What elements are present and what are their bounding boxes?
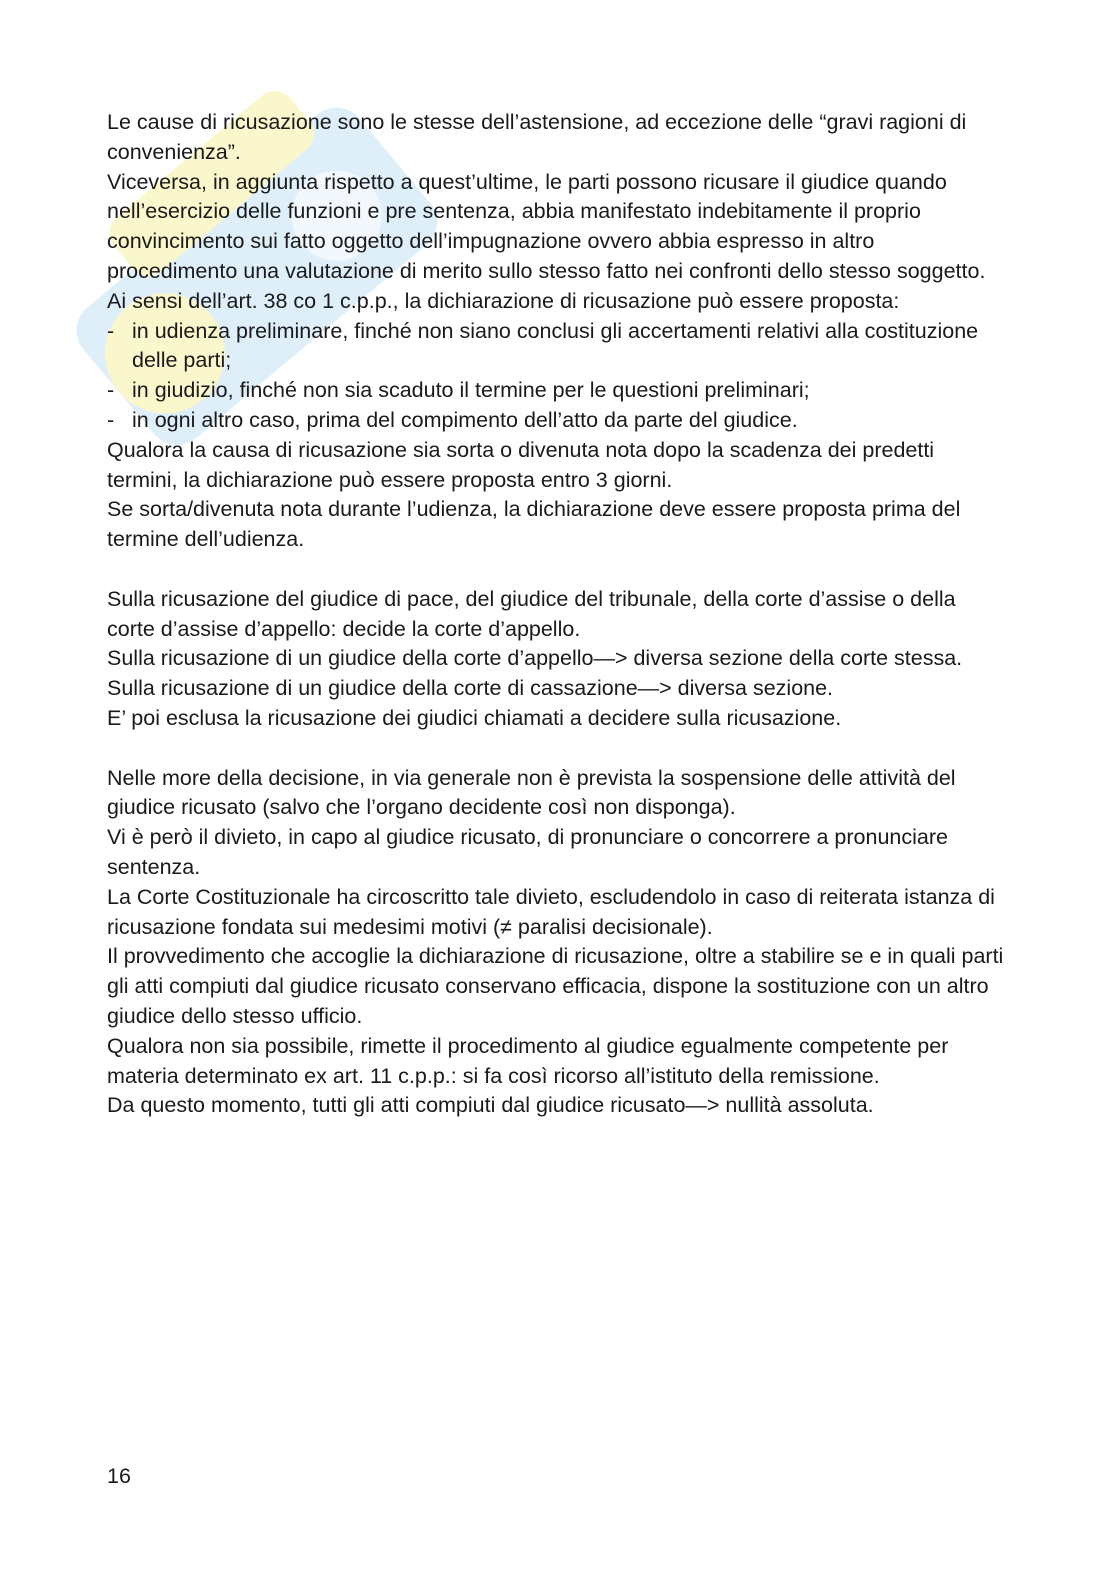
paragraph-spacer — [107, 555, 1007, 585]
page-number: 16 — [107, 1464, 131, 1488]
paragraph: Viceversa, in aggiunta rispetto a quest’ultime, le parti possono ricusare il giudice quando nell’esercizio delle funzioni e pre sentenza, abbia manifestato indebitamente il proprio convincimento sui fatto oggetto dell’impugnazione ovvero abbia espresso in altro procedimento una valutazione di merito sullo stesso fatto nei confronti dello stesso soggetto. — [107, 169, 986, 283]
list-item-text: in ogni altro caso, prima del compimento dell’atto da parte del giudice. — [132, 407, 798, 432]
list-item — [107, 376, 1007, 406]
paragraph: Se sorta/divenuta nota durante l’udienza, la dichiarazione deve essere proposta prima del termine dell’udienza. — [107, 497, 961, 552]
paragraph: E’ poi esclusa la ricusazione dei giudici chiamati a decidere sulla ricusazione. — [107, 705, 842, 730]
document-body — [107, 108, 1007, 1121]
paragraph: Sulla ricusazione di un giudice della corte d’appello—> diversa sezione della corte stessa. — [107, 646, 963, 671]
list-item — [107, 406, 1007, 436]
paragraph: Le cause di ricusazione sono le stesse dell’astensione, ad eccezione delle “gravi ragioni di convenienza”. — [107, 110, 967, 164]
bullet-marker: - — [107, 318, 115, 343]
paragraph: Ai sensi dell’art. 38 co 1 c.p.p., la dichiarazione di ricusazione può essere proposta: — [107, 288, 900, 313]
paragraph-spacer — [107, 734, 1007, 764]
bullet-marker: - — [107, 378, 115, 403]
paragraph: Da questo momento, tutti gli atti compiuti dal giudice ricusato—> nullità assoluta. — [107, 1093, 874, 1118]
paragraph: Vi è però il divieto, in capo al giudice ricusato, di pronunciare o concorrere a pronunciare sentenza. — [107, 825, 948, 879]
paragraph: Qualora non sia possibile, rimette il procedimento al giudice egualmente competente per materia determinato ex art. 11 c.p.p.: si fa così ricorso all’istituto della remissione. — [107, 1033, 949, 1088]
paragraph: Sulla ricusazione di un giudice della corte di cassazione—> diversa sezione. — [107, 676, 834, 701]
paragraph: La Corte Costituzionale ha circoscritto tale divieto, escludendolo in caso di reiterata istanza di ricusazione fondata sui medesimi motivi (≠ paralisi decisionale). — [107, 884, 995, 939]
paragraph: Il provvedimento che accoglie la dichiarazione di ricusazione, oltre a stabilire se e in quali parti gli atti compiuti dal giudice ricusato conservano efficacia, dispone la sostituzione con un altro giudice dello stesso ufficio. — [107, 944, 1004, 1028]
bullet-marker: - — [107, 407, 115, 432]
paragraph: Sulla ricusazione del giudice di pace, del giudice del tribunale, della corte d’assise o della corte d’assise d’appello: decide la corte d’appello. — [107, 586, 956, 641]
list-item — [107, 317, 1007, 377]
list-item-text: in giudizio, finché non sia scaduto il termine per le questioni preliminari; — [132, 378, 810, 403]
paragraph: Nelle more della decisione, in via generale non è prevista la sospensione delle attività del giudice ricusato (salvo che l’organo decidente così non disponga). — [107, 765, 956, 820]
paragraph: Qualora la causa di ricusazione sia sorta o divenuta nota dopo la scadenza dei predetti termini, la dichiarazione può essere proposta entro 3 giorni. — [107, 437, 935, 492]
list-item-text: in udienza preliminare, finché non siano conclusi gli accertamenti relativi alla costituzione delle parti; — [132, 318, 979, 373]
